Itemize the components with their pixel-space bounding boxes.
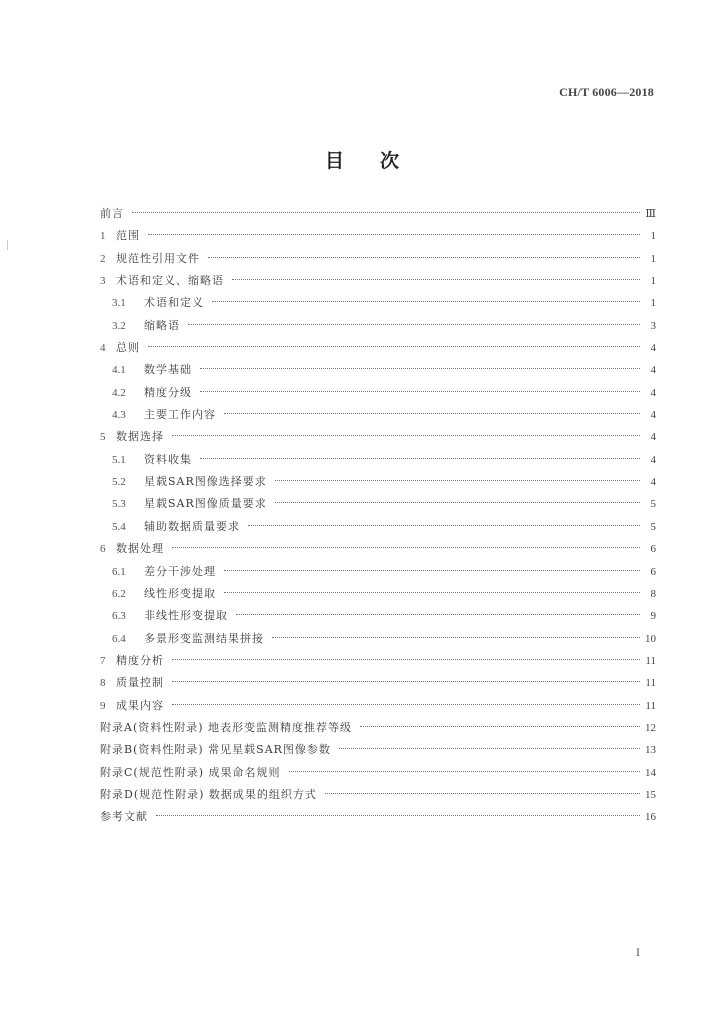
toc-entry-page: 1 — [650, 275, 656, 288]
toc-entry-number: 4.3 — [112, 409, 126, 422]
standard-code: CH/T 6006—2018 — [559, 85, 654, 99]
toc-entry-page: 11 — [645, 699, 656, 712]
toc-dot-leader — [172, 659, 640, 660]
toc-entry[interactable] — [100, 404, 656, 426]
toc-entry-label: 范围 — [116, 229, 140, 243]
toc-entry-page: 4 — [650, 409, 656, 422]
scan-margin-mark — [7, 240, 8, 250]
toc-entry[interactable] — [100, 382, 656, 404]
toc-dot-leader — [339, 748, 640, 749]
toc-entry-label: 总则 — [116, 341, 140, 355]
toc-entry-label: 附录B(资料性附录) 常见星载SAR图像参数 — [100, 743, 331, 757]
toc-entry-page: 9 — [650, 610, 656, 623]
toc-entry-page: 8 — [650, 587, 656, 600]
toc-dot-leader — [275, 480, 640, 481]
toc-entry[interactable] — [100, 516, 656, 538]
toc-entry-number: 6.3 — [112, 610, 126, 623]
toc-entry-page: 4 — [650, 386, 656, 399]
toc-entry-number: 5.2 — [112, 476, 126, 489]
toc-entry-page: 12 — [645, 721, 656, 734]
table-of-contents — [100, 203, 656, 829]
toc-entry-number: 6 — [100, 543, 106, 556]
toc-entry-label: 数据选择 — [116, 430, 164, 444]
toc-entry-page: 1 — [650, 252, 656, 265]
toc-entry-number: 8 — [100, 677, 106, 690]
toc-entry-label: 主要工作内容 — [144, 408, 216, 422]
toc-dot-leader — [360, 726, 640, 727]
toc-entry-label: 附录C(规范性附录) 成果命名规则 — [100, 765, 281, 779]
toc-entry-number: 3 — [100, 275, 106, 288]
toc-entry-page: 4 — [650, 476, 656, 489]
page-number: I — [636, 945, 640, 959]
toc-dot-leader — [172, 704, 640, 705]
toc-entry-label: 术语和定义 — [144, 296, 204, 310]
toc-entry[interactable] — [100, 359, 656, 381]
toc-entry[interactable] — [100, 225, 656, 247]
toc-entry-label: 星载SAR图像质量要求 — [144, 497, 267, 511]
toc-entry-label: 精度分级 — [144, 385, 192, 399]
toc-entry[interactable] — [100, 672, 656, 694]
toc-entry-label: 术语和定义、缩略语 — [116, 274, 224, 288]
toc-dot-leader — [212, 301, 640, 302]
toc-entry[interactable] — [100, 315, 656, 337]
toc-dot-leader — [232, 279, 640, 280]
toc-entry-number: 2 — [100, 252, 106, 265]
toc-entry[interactable] — [100, 270, 656, 292]
toc-entry-page: 14 — [645, 766, 656, 779]
toc-entry-label: 资料收集 — [144, 452, 192, 466]
toc-entry-page: 4 — [650, 364, 656, 377]
toc-entry-label: 非线性形变提取 — [144, 609, 228, 623]
toc-entry-label: 线性形变提取 — [144, 586, 216, 600]
toc-entry[interactable] — [100, 471, 656, 493]
toc-entry[interactable] — [100, 739, 656, 761]
toc-entry[interactable] — [100, 650, 656, 672]
toc-entry[interactable] — [100, 493, 656, 515]
toc-dot-leader — [208, 257, 640, 258]
toc-entry-label: 精度分析 — [116, 653, 164, 667]
toc-entry[interactable] — [100, 784, 656, 806]
toc-entry-page: 5 — [650, 498, 656, 511]
toc-dot-leader — [156, 815, 640, 816]
toc-entry[interactable] — [100, 292, 656, 314]
toc-entry-number: 6.4 — [112, 632, 126, 645]
toc-dot-leader — [200, 391, 640, 392]
toc-dot-leader — [148, 234, 640, 235]
toc-entry-page: 5 — [650, 520, 656, 533]
toc-entry-label: 多景形变监测结果拼接 — [144, 631, 264, 645]
toc-entry-number: 5.4 — [112, 520, 126, 533]
toc-entry-label: 附录D(规范性附录) 数据成果的组织方式 — [100, 787, 317, 801]
toc-entry-number: 3.1 — [112, 297, 126, 310]
toc-entry-label: 星载SAR图像选择要求 — [144, 475, 267, 489]
toc-entry-page: 4 — [650, 342, 656, 355]
toc-entry-page: 15 — [645, 788, 656, 801]
toc-entry-number: 6.2 — [112, 587, 126, 600]
toc-entry[interactable] — [100, 426, 656, 448]
toc-entry-number: 5.3 — [112, 498, 126, 511]
toc-dot-leader — [200, 458, 640, 459]
toc-entry-page: Ⅲ — [645, 208, 656, 220]
toc-entry[interactable] — [100, 583, 656, 605]
toc-entry-label: 缩略语 — [144, 318, 180, 332]
toc-entry-label: 数学基础 — [144, 363, 192, 377]
toc-entry[interactable] — [100, 806, 656, 828]
toc-dot-leader — [200, 368, 640, 369]
toc-dot-leader — [224, 592, 640, 593]
toc-dot-leader — [224, 413, 640, 414]
toc-entry-number: 6.1 — [112, 565, 126, 578]
toc-entry-label: 规范性引用文件 — [116, 251, 200, 265]
toc-entry-page: 10 — [645, 632, 656, 645]
page-title: 目次 — [324, 150, 435, 172]
toc-entry[interactable] — [100, 628, 656, 650]
toc-dot-leader — [289, 771, 641, 772]
toc-entry-label: 差分干涉处理 — [144, 564, 216, 578]
toc-entry[interactable] — [100, 203, 656, 225]
toc-dot-leader — [172, 547, 640, 548]
toc-entry-label: 数据处理 — [116, 542, 164, 556]
toc-entry-page: 6 — [650, 543, 656, 556]
toc-dot-leader — [148, 346, 640, 347]
toc-entry-page: 4 — [650, 453, 656, 466]
toc-entry-number: 4.1 — [112, 364, 126, 377]
toc-entry-label: 附录A(资料性附录) 地表形变监测精度推荐等级 — [100, 720, 353, 734]
toc-entry-number: 4 — [100, 342, 106, 355]
toc-entry[interactable] — [100, 762, 656, 784]
toc-entry-number: 4.2 — [112, 386, 126, 399]
toc-dot-leader — [275, 502, 640, 503]
toc-dot-leader — [132, 212, 640, 213]
toc-entry[interactable] — [100, 248, 656, 270]
toc-entry[interactable] — [100, 538, 656, 560]
toc-dot-leader — [172, 435, 640, 436]
toc-entry[interactable] — [100, 449, 656, 471]
toc-entry-label: 成果内容 — [116, 698, 164, 712]
toc-entry[interactable] — [100, 561, 656, 583]
toc-entry-label: 辅助数据质量要求 — [144, 519, 240, 533]
toc-entry-number: 3.2 — [112, 319, 126, 332]
toc-entry-number: 1 — [100, 230, 106, 243]
toc-dot-leader — [188, 324, 640, 325]
toc-dot-leader — [172, 681, 640, 682]
toc-entry[interactable] — [100, 717, 656, 739]
toc-entry-page: 16 — [645, 811, 656, 824]
toc-dot-leader — [224, 570, 640, 571]
toc-entry-number: 9 — [100, 699, 106, 712]
toc-entry-page: 13 — [645, 744, 656, 757]
toc-entry-number: 5.1 — [112, 453, 126, 466]
toc-entry-label: 前言 — [100, 207, 124, 220]
toc-dot-leader — [272, 637, 640, 638]
toc-dot-leader — [248, 525, 640, 526]
toc-entry[interactable] — [100, 337, 656, 359]
toc-entry[interactable] — [100, 605, 656, 627]
toc-entry-page: 6 — [650, 565, 656, 578]
toc-entry-page: 1 — [650, 297, 656, 310]
toc-entry-number: 7 — [100, 654, 106, 667]
toc-entry[interactable] — [100, 695, 656, 717]
toc-entry-page: 11 — [645, 677, 656, 690]
toc-entry-number: 5 — [100, 431, 106, 444]
toc-dot-leader — [325, 793, 640, 794]
toc-entry-page: 1 — [650, 230, 656, 243]
toc-entry-page: 4 — [650, 431, 656, 444]
toc-entry-label: 质量控制 — [116, 676, 164, 690]
toc-entry-label: 参考文献 — [100, 810, 148, 824]
toc-entry-page: 3 — [650, 319, 656, 332]
toc-dot-leader — [236, 614, 640, 615]
toc-entry-page: 11 — [645, 654, 656, 667]
